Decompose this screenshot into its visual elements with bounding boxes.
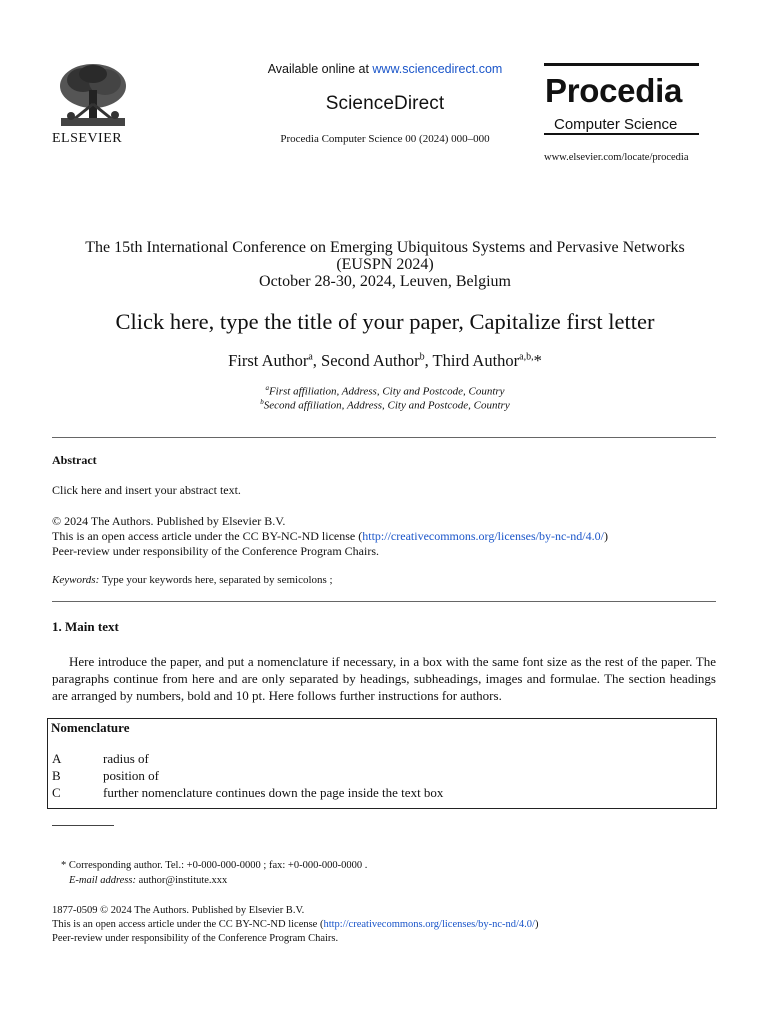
affiliation-a (0, 384, 770, 398)
procedia-wordmark: Procedia (545, 72, 682, 109)
author-affiliation-mark: a,b, (519, 351, 534, 363)
corresponding-author-star: * (533, 351, 542, 370)
affiliation-mark: b (260, 398, 264, 406)
license-link[interactable]: http://creativecommons.org/licenses/by-nc-nd/4.0/ (362, 529, 604, 543)
affiliation-mark: a (265, 384, 269, 392)
procedia-top-rule (544, 63, 699, 66)
main-paragraph[interactable]: Here introduce the paper, and put a nomenclature if necessary, in a box with the same font size as the rest of the paper. The paragraphs continue from here and are only separated by headings, subheadings, images and formulae. The section headings are arranged by numbers, bold and 10 pt. Here follows further instructions for authors. (52, 654, 716, 703)
affiliation-text: First affiliation, Address, City and Postcode, Country (268, 385, 505, 398)
procedia-subtitle: Computer Science (554, 116, 678, 133)
abstract-top-rule (52, 437, 716, 438)
author-list[interactable] (0, 351, 770, 371)
conference-name: The 15th International Conference on Emerging Ubiquitous Systems and Pervasive Networks (85, 239, 685, 256)
email-label: E-mail address: (69, 875, 136, 886)
paper-title[interactable]: Click here, type the title of your paper, Capitalize first letter (115, 309, 655, 334)
keywords-text: Type your keywords here, separated by semicolons ; (99, 574, 333, 586)
elsevier-tree-logo (53, 60, 133, 130)
sciencedirect-wordmark: ScienceDirect (325, 93, 445, 114)
footer-license-link[interactable]: http://creativecommons.org/licenses/by-nc-nd/4.0/ (323, 919, 535, 930)
author-separator: , (312, 351, 322, 370)
footnote-rule (52, 825, 114, 826)
author-affiliation-mark: a (308, 351, 313, 363)
author-name: Second Author (321, 351, 420, 370)
nomenclature-definition: radius of (103, 751, 149, 766)
footer-license-line (52, 919, 538, 930)
author-separator: , (424, 351, 433, 370)
abstract-heading: Abstract (52, 453, 97, 467)
license-text-end: ) (603, 529, 608, 543)
elsevier-wordmark: ELSEVIER (52, 131, 123, 146)
nomenclature-heading: Nomenclature (51, 720, 130, 735)
peer-review-line: Peer-review under responsibility of the Conference Program Chairs. (52, 544, 379, 558)
nomenclature-definition: position of (103, 768, 159, 783)
available-online-text: Available online at (267, 62, 373, 76)
affiliation-b (0, 398, 770, 412)
conference-acronym: (EUSPN 2024) (336, 256, 434, 273)
nomenclature-definition: further nomenclature continues down the page inside the text box (103, 785, 444, 800)
footer-license-text-end: ) (534, 919, 539, 930)
email-address[interactable]: author@institute.xxx (135, 875, 228, 886)
email-line (69, 875, 227, 886)
license-line (52, 529, 608, 544)
section-heading-main-text: 1. Main text (52, 619, 119, 634)
nomenclature-symbol: C (52, 785, 61, 800)
issn-line: 1877-0509 © 2024 The Authors. Published by Elsevier B.V. (52, 905, 305, 916)
author-name: First Author (228, 351, 309, 370)
nomenclature-symbol: B (52, 768, 61, 783)
locate-url[interactable]: www.elsevier.com/locate/procedia (544, 152, 689, 163)
journal-reference: Procedia Computer Science 00 (2024) 000–000 (280, 133, 490, 145)
author-name: Third Author (432, 351, 520, 370)
sciencedirect-link[interactable]: www.sciencedirect.com (372, 62, 503, 76)
license-text: This is an open access article under the CC BY-NC-ND license ( (52, 529, 363, 543)
footer-peer-review-line: Peer-review under responsibility of the Conference Program Chairs. (52, 933, 339, 944)
conference-date-place: October 28-30, 2024, Leuven, Belgium (259, 273, 511, 290)
keywords-label: Keywords: (52, 574, 100, 586)
corresponding-author-note: * Corresponding author. Tel.: +0-000-000-0000 ; fax: +0-000-000-0000 . (61, 860, 368, 871)
procedia-bottom-rule (544, 133, 699, 135)
nomenclature-symbol: A (52, 751, 62, 766)
copyright-line: © 2024 The Authors. Published by Elsevier B.V. (52, 514, 286, 528)
abstract-text[interactable]: Click here and insert your abstract text. (52, 483, 241, 497)
abstract-bottom-rule (52, 601, 716, 602)
affiliation-text: Second affiliation, Address, City and Postcode, Country (263, 399, 510, 412)
author-affiliation-mark: b (419, 351, 425, 363)
footer-license-text: This is an open access article under the CC BY-NC-ND license ( (52, 919, 324, 930)
keywords-line[interactable] (52, 574, 333, 586)
